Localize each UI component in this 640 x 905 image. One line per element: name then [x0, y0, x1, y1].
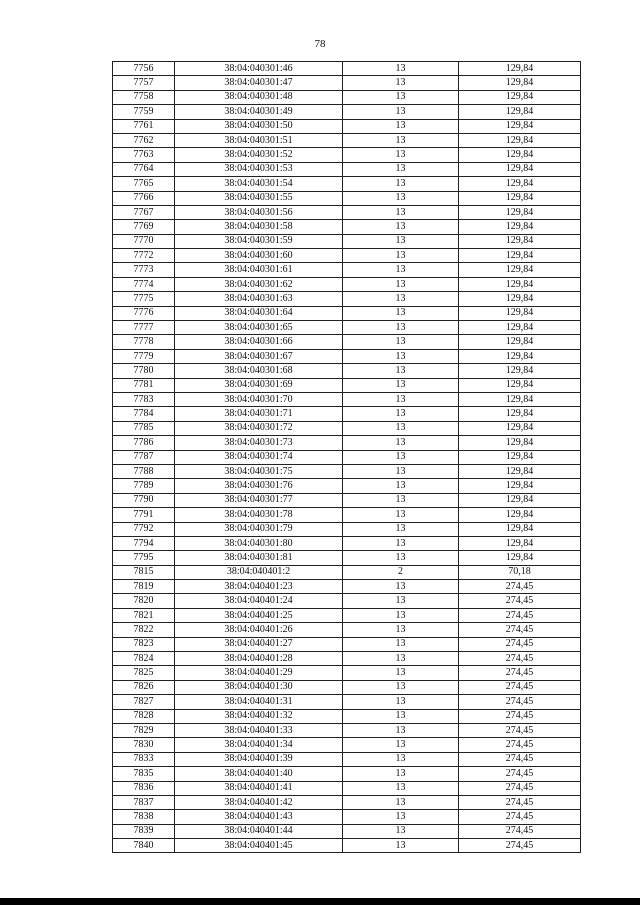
table-row — [113, 349, 581, 363]
row-number-cell: 7764 — [113, 162, 175, 176]
count-cell: 13 — [343, 652, 459, 666]
count-cell: 13 — [343, 162, 459, 176]
cadastral-number-cell: 38:04:040401:40 — [175, 767, 343, 781]
value-cell: 129,84 — [459, 191, 581, 205]
value-cell: 274,45 — [459, 767, 581, 781]
count-cell: 13 — [343, 119, 459, 133]
table-row — [113, 277, 581, 291]
value-cell: 274,45 — [459, 795, 581, 809]
cadastral-number-cell: 38:04:040301:67 — [175, 349, 343, 363]
count-cell: 13 — [343, 105, 459, 119]
row-number-cell: 7795 — [113, 551, 175, 565]
row-number-cell: 7815 — [113, 565, 175, 579]
value-cell: 129,84 — [459, 162, 581, 176]
table-row — [113, 436, 581, 450]
row-number-cell: 7837 — [113, 795, 175, 809]
row-number-cell: 7788 — [113, 464, 175, 478]
count-cell: 13 — [343, 580, 459, 594]
value-cell: 274,45 — [459, 680, 581, 694]
row-number-cell: 7819 — [113, 580, 175, 594]
cadastral-number-cell: 38:04:040301:53 — [175, 162, 343, 176]
count-cell: 13 — [343, 551, 459, 565]
count-cell: 13 — [343, 781, 459, 795]
count-cell: 13 — [343, 680, 459, 694]
table-row — [113, 321, 581, 335]
count-cell: 13 — [343, 608, 459, 622]
table-row — [113, 62, 581, 76]
value-cell: 274,45 — [459, 824, 581, 838]
row-number-cell: 7840 — [113, 839, 175, 853]
cadastral-number-cell: 38:04:040301:50 — [175, 119, 343, 133]
count-cell: 13 — [343, 536, 459, 550]
table-row — [113, 839, 581, 853]
cadastral-number-cell: 38:04:040301:70 — [175, 392, 343, 406]
table-row — [113, 810, 581, 824]
table-row — [113, 177, 581, 191]
cadastral-number-cell: 38:04:040401:33 — [175, 723, 343, 737]
count-cell: 13 — [343, 263, 459, 277]
value-cell: 129,84 — [459, 76, 581, 90]
row-number-cell: 7824 — [113, 652, 175, 666]
row-number-cell: 7827 — [113, 695, 175, 709]
cadastral-number-cell: 38:04:040301:60 — [175, 249, 343, 263]
row-number-cell: 7781 — [113, 378, 175, 392]
cadastral-number-cell: 38:04:040301:52 — [175, 148, 343, 162]
table-row — [113, 767, 581, 781]
row-number-cell: 7780 — [113, 364, 175, 378]
value-cell: 274,45 — [459, 781, 581, 795]
table-row — [113, 76, 581, 90]
cadastral-number-cell: 38:04:040301:73 — [175, 436, 343, 450]
count-cell: 13 — [343, 205, 459, 219]
table-row — [113, 249, 581, 263]
table-row — [113, 522, 581, 536]
count-cell: 13 — [343, 364, 459, 378]
value-cell: 129,84 — [459, 105, 581, 119]
cadastral-number-cell: 38:04:040301:59 — [175, 234, 343, 248]
row-number-cell: 7767 — [113, 205, 175, 219]
cadastral-number-cell: 38:04:040401:42 — [175, 795, 343, 809]
value-cell: 274,45 — [459, 637, 581, 651]
value-cell: 274,45 — [459, 608, 581, 622]
table-row — [113, 407, 581, 421]
cadastral-number-cell: 38:04:040301:74 — [175, 450, 343, 464]
cadastral-number-cell: 38:04:040301:49 — [175, 105, 343, 119]
cadastral-number-cell: 38:04:040301:46 — [175, 62, 343, 76]
count-cell: 13 — [343, 220, 459, 234]
value-cell: 274,45 — [459, 695, 581, 709]
count-cell: 13 — [343, 249, 459, 263]
count-cell: 13 — [343, 277, 459, 291]
row-number-cell: 7829 — [113, 723, 175, 737]
table-row — [113, 594, 581, 608]
value-cell: 129,84 — [459, 392, 581, 406]
cadastral-number-cell: 38:04:040301:47 — [175, 76, 343, 90]
table-row — [113, 90, 581, 104]
cadastral-number-cell: 38:04:040301:79 — [175, 522, 343, 536]
row-number-cell: 7769 — [113, 220, 175, 234]
value-cell: 129,84 — [459, 378, 581, 392]
row-number-cell: 7787 — [113, 450, 175, 464]
table-row — [113, 508, 581, 522]
value-cell: 129,84 — [459, 90, 581, 104]
cadastral-number-cell: 38:04:040401:23 — [175, 580, 343, 594]
value-cell: 129,84 — [459, 148, 581, 162]
value-cell: 129,84 — [459, 464, 581, 478]
table-row — [113, 364, 581, 378]
table-row — [113, 493, 581, 507]
cadastral-number-cell: 38:04:040301:54 — [175, 177, 343, 191]
cadastral-number-cell: 38:04:040301:56 — [175, 205, 343, 219]
count-cell: 13 — [343, 508, 459, 522]
count-cell: 13 — [343, 752, 459, 766]
count-cell: 13 — [343, 292, 459, 306]
row-number-cell: 7759 — [113, 105, 175, 119]
count-cell: 13 — [343, 62, 459, 76]
cadastral-number-cell: 38:04:040301:77 — [175, 493, 343, 507]
value-cell: 274,45 — [459, 709, 581, 723]
table-row — [113, 450, 581, 464]
cadastral-number-cell: 38:04:040301:80 — [175, 536, 343, 550]
table-row — [113, 623, 581, 637]
table-row — [113, 263, 581, 277]
table-row — [113, 464, 581, 478]
table-row — [113, 148, 581, 162]
row-number-cell: 7794 — [113, 536, 175, 550]
value-cell: 70,18 — [459, 565, 581, 579]
table-row — [113, 608, 581, 622]
cadastral-number-cell: 38:04:040401:28 — [175, 652, 343, 666]
row-number-cell: 7822 — [113, 623, 175, 637]
count-cell: 13 — [343, 839, 459, 853]
table-row — [113, 335, 581, 349]
value-cell: 129,84 — [459, 436, 581, 450]
table-row — [113, 666, 581, 680]
cadastral-number-cell: 38:04:040301:64 — [175, 306, 343, 320]
row-number-cell: 7756 — [113, 62, 175, 76]
cadastral-number-cell: 38:04:040301:69 — [175, 378, 343, 392]
table-body — [113, 62, 581, 853]
row-number-cell: 7770 — [113, 234, 175, 248]
row-number-cell: 7833 — [113, 752, 175, 766]
value-cell: 129,84 — [459, 421, 581, 435]
row-number-cell: 7757 — [113, 76, 175, 90]
value-cell: 129,84 — [459, 349, 581, 363]
cadastral-number-cell: 38:04:040401:34 — [175, 738, 343, 752]
count-cell: 13 — [343, 767, 459, 781]
cadastral-number-cell: 38:04:040301:81 — [175, 551, 343, 565]
row-number-cell: 7835 — [113, 767, 175, 781]
document-table-container — [112, 61, 580, 853]
count-cell: 13 — [343, 234, 459, 248]
cadastral-number-cell: 38:04:040401:25 — [175, 608, 343, 622]
table-row — [113, 752, 581, 766]
row-number-cell: 7762 — [113, 133, 175, 147]
value-cell: 274,45 — [459, 594, 581, 608]
row-number-cell: 7826 — [113, 680, 175, 694]
value-cell: 129,84 — [459, 450, 581, 464]
count-cell: 13 — [343, 522, 459, 536]
table-row — [113, 105, 581, 119]
count-cell: 13 — [343, 709, 459, 723]
count-cell: 13 — [343, 90, 459, 104]
row-number-cell: 7763 — [113, 148, 175, 162]
cadastral-number-cell: 38:04:040401:29 — [175, 666, 343, 680]
row-number-cell: 7765 — [113, 177, 175, 191]
count-cell: 13 — [343, 479, 459, 493]
row-number-cell: 7773 — [113, 263, 175, 277]
table-row — [113, 695, 581, 709]
value-cell: 129,84 — [459, 249, 581, 263]
cadastral-number-cell: 38:04:040401:44 — [175, 824, 343, 838]
cadastral-number-cell: 38:04:040401:30 — [175, 680, 343, 694]
count-cell: 13 — [343, 148, 459, 162]
table-row — [113, 738, 581, 752]
value-cell: 274,45 — [459, 723, 581, 737]
cadastral-number-cell: 38:04:040301:78 — [175, 508, 343, 522]
count-cell: 13 — [343, 493, 459, 507]
count-cell: 13 — [343, 723, 459, 737]
row-number-cell: 7821 — [113, 608, 175, 622]
count-cell: 13 — [343, 666, 459, 680]
cadastral-number-cell: 38:04:040301:76 — [175, 479, 343, 493]
value-cell: 129,84 — [459, 493, 581, 507]
count-cell: 13 — [343, 450, 459, 464]
table-row — [113, 795, 581, 809]
value-cell: 129,84 — [459, 306, 581, 320]
cadastral-number-cell: 38:04:040301:65 — [175, 321, 343, 335]
cadastral-number-cell: 38:04:040301:63 — [175, 292, 343, 306]
count-cell: 13 — [343, 321, 459, 335]
table-row — [113, 421, 581, 435]
table-row — [113, 205, 581, 219]
table-row — [113, 479, 581, 493]
table-row — [113, 580, 581, 594]
table-row — [113, 234, 581, 248]
count-cell: 2 — [343, 565, 459, 579]
table-row — [113, 133, 581, 147]
count-cell: 13 — [343, 378, 459, 392]
table-row — [113, 119, 581, 133]
table-row — [113, 637, 581, 651]
row-number-cell: 7838 — [113, 810, 175, 824]
row-number-cell: 7828 — [113, 709, 175, 723]
value-cell: 129,84 — [459, 321, 581, 335]
count-cell: 13 — [343, 594, 459, 608]
count-cell: 13 — [343, 133, 459, 147]
row-number-cell: 7772 — [113, 249, 175, 263]
cadastral-number-cell: 38:04:040301:48 — [175, 90, 343, 104]
value-cell: 274,45 — [459, 810, 581, 824]
value-cell: 274,45 — [459, 752, 581, 766]
table-row — [113, 191, 581, 205]
row-number-cell: 7766 — [113, 191, 175, 205]
count-cell: 13 — [343, 407, 459, 421]
cadastral-number-cell: 38:04:040301:66 — [175, 335, 343, 349]
value-cell: 129,84 — [459, 62, 581, 76]
count-cell: 13 — [343, 623, 459, 637]
cadastral-number-cell: 38:04:040401:41 — [175, 781, 343, 795]
cadastral-number-cell: 38:04:040301:51 — [175, 133, 343, 147]
table-row — [113, 392, 581, 406]
table-row — [113, 292, 581, 306]
table-row — [113, 536, 581, 550]
row-number-cell: 7761 — [113, 119, 175, 133]
table-row — [113, 824, 581, 838]
cadastral-number-cell: 38:04:040301:55 — [175, 191, 343, 205]
cadastral-number-cell: 38:04:040401:31 — [175, 695, 343, 709]
value-cell: 274,45 — [459, 839, 581, 853]
cadastral-number-cell: 38:04:040401:45 — [175, 839, 343, 853]
row-number-cell: 7778 — [113, 335, 175, 349]
page-number: 78 — [314, 38, 326, 50]
row-number-cell: 7758 — [113, 90, 175, 104]
table-row — [113, 551, 581, 565]
table-row — [113, 709, 581, 723]
count-cell: 13 — [343, 306, 459, 320]
value-cell: 274,45 — [459, 580, 581, 594]
value-cell: 129,84 — [459, 522, 581, 536]
cadastral-number-cell: 38:04:040401:39 — [175, 752, 343, 766]
row-number-cell: 7776 — [113, 306, 175, 320]
cadastral-number-cell: 38:04:040301:72 — [175, 421, 343, 435]
count-cell: 13 — [343, 349, 459, 363]
row-number-cell: 7774 — [113, 277, 175, 291]
value-cell: 274,45 — [459, 652, 581, 666]
row-number-cell: 7792 — [113, 522, 175, 536]
cadastral-number-cell: 38:04:040301:71 — [175, 407, 343, 421]
value-cell: 129,84 — [459, 277, 581, 291]
value-cell: 129,84 — [459, 177, 581, 191]
table-row — [113, 652, 581, 666]
count-cell: 13 — [343, 392, 459, 406]
value-cell: 274,45 — [459, 666, 581, 680]
value-cell: 129,84 — [459, 119, 581, 133]
row-number-cell: 7779 — [113, 349, 175, 363]
value-cell: 129,84 — [459, 364, 581, 378]
row-number-cell: 7830 — [113, 738, 175, 752]
count-cell: 13 — [343, 177, 459, 191]
row-number-cell: 7839 — [113, 824, 175, 838]
cadastral-table — [112, 61, 581, 853]
value-cell: 129,84 — [459, 292, 581, 306]
row-number-cell: 7825 — [113, 666, 175, 680]
count-cell: 13 — [343, 76, 459, 90]
count-cell: 13 — [343, 795, 459, 809]
value-cell: 129,84 — [459, 263, 581, 277]
value-cell: 129,84 — [459, 407, 581, 421]
count-cell: 13 — [343, 810, 459, 824]
row-number-cell: 7784 — [113, 407, 175, 421]
row-number-cell: 7836 — [113, 781, 175, 795]
count-cell: 13 — [343, 695, 459, 709]
value-cell: 129,84 — [459, 508, 581, 522]
cadastral-number-cell: 38:04:040401:26 — [175, 623, 343, 637]
value-cell: 129,84 — [459, 220, 581, 234]
cadastral-number-cell: 38:04:040401:2 — [175, 565, 343, 579]
value-cell: 129,84 — [459, 536, 581, 550]
table-row — [113, 306, 581, 320]
cadastral-number-cell: 38:04:040301:61 — [175, 263, 343, 277]
table-row — [113, 378, 581, 392]
value-cell: 129,84 — [459, 234, 581, 248]
cadastral-number-cell: 38:04:040401:24 — [175, 594, 343, 608]
count-cell: 13 — [343, 335, 459, 349]
scan-bottom-edge — [0, 898, 640, 905]
value-cell: 129,84 — [459, 335, 581, 349]
value-cell: 129,84 — [459, 479, 581, 493]
row-number-cell: 7775 — [113, 292, 175, 306]
row-number-cell: 7790 — [113, 493, 175, 507]
value-cell: 129,84 — [459, 551, 581, 565]
row-number-cell: 7785 — [113, 421, 175, 435]
value-cell: 274,45 — [459, 738, 581, 752]
cadastral-number-cell: 38:04:040401:43 — [175, 810, 343, 824]
count-cell: 13 — [343, 738, 459, 752]
count-cell: 13 — [343, 637, 459, 651]
table-row — [113, 781, 581, 795]
cadastral-number-cell: 38:04:040301:62 — [175, 277, 343, 291]
row-number-cell: 7783 — [113, 392, 175, 406]
row-number-cell: 7777 — [113, 321, 175, 335]
cadastral-number-cell: 38:04:040301:68 — [175, 364, 343, 378]
table-row — [113, 723, 581, 737]
row-number-cell: 7820 — [113, 594, 175, 608]
count-cell: 13 — [343, 436, 459, 450]
table-row — [113, 565, 581, 579]
value-cell: 129,84 — [459, 133, 581, 147]
count-cell: 13 — [343, 191, 459, 205]
count-cell: 13 — [343, 421, 459, 435]
cadastral-number-cell: 38:04:040401:27 — [175, 637, 343, 651]
table-row — [113, 162, 581, 176]
count-cell: 13 — [343, 824, 459, 838]
table-row — [113, 680, 581, 694]
row-number-cell: 7791 — [113, 508, 175, 522]
table-row — [113, 220, 581, 234]
cadastral-number-cell: 38:04:040301:58 — [175, 220, 343, 234]
value-cell: 129,84 — [459, 205, 581, 219]
row-number-cell: 7789 — [113, 479, 175, 493]
cadastral-number-cell: 38:04:040301:75 — [175, 464, 343, 478]
row-number-cell: 7823 — [113, 637, 175, 651]
count-cell: 13 — [343, 464, 459, 478]
value-cell: 274,45 — [459, 623, 581, 637]
row-number-cell: 7786 — [113, 436, 175, 450]
cadastral-number-cell: 38:04:040401:32 — [175, 709, 343, 723]
